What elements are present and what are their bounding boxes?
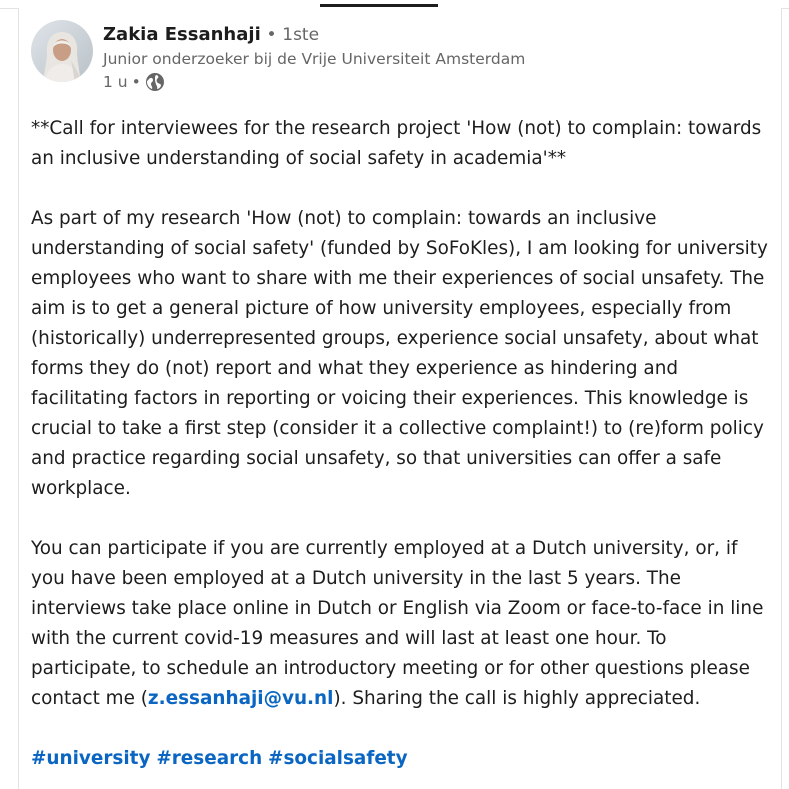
post-author: [103, 22, 761, 94]
post-time: 1 u: [103, 73, 128, 91]
post-meta: [103, 70, 761, 94]
author-headline: Junior onderzoeker bij de Vrije Universiteit Amsterdam: [103, 50, 526, 68]
hashtags: [31, 744, 771, 774]
time-separator: •: [131, 73, 141, 91]
post-card: [18, 8, 782, 789]
post-paragraph-2: [31, 534, 771, 714]
post-title: **Call for interviewees for the research project 'How (not) to complain: towards an inclusive understanding of social safety in academia'**: [31, 118, 762, 169]
hashtag-socialsafety[interactable]: #socialsafety: [268, 748, 408, 769]
hashtag-university[interactable]: #university: [31, 748, 151, 769]
globe-icon: [145, 72, 165, 92]
author-name[interactable]: Zakia Essanhaji: [103, 24, 261, 45]
separator-dot: •: [266, 25, 277, 45]
paragraph-2-closing: ). Sharing the call is highly appreciated.: [333, 688, 701, 709]
paragraph-2-text: You can participate if you are currently employed at a Dutch university, or, if you have been employed at a Dutch university in the last 5 years. The interviews take place online in Dutch or English via Zoom or face-to-face in line with the current covid-19 measures and will last at least one hour. To participate, to schedule an introductory meeting or for other questions please contact me (: [31, 538, 764, 709]
connection-degree: 1ste: [282, 25, 320, 45]
post-body: [31, 114, 771, 774]
hashtag-research[interactable]: #research: [156, 748, 263, 769]
active-tab-indicator: [320, 4, 438, 7]
post-paragraph-1: As part of my research 'How (not) to complain: towards an inclusive understanding of social safety' (funded by SoFoKles), I am looking for university employees who want to share with me their experiences of social unsafety. The aim is to get a general picture of how university employees, especially from (historically) underrepresented groups, experience social unsafety, about what forms they do (not) report and what they experience as hindering and facilitating factors in reporting or voicing their experiences. This knowledge is crucial to take a first step (consider it a collective complaint!) to (re)form policy and practice regarding social unsafety, so that universities can offer a safe workplace.: [31, 208, 768, 499]
email-link[interactable]: z.essanhaji@vu.nl: [147, 688, 334, 709]
author-name-line: [103, 22, 761, 48]
profile-photo: [31, 20, 93, 82]
avatar[interactable]: [31, 20, 93, 82]
